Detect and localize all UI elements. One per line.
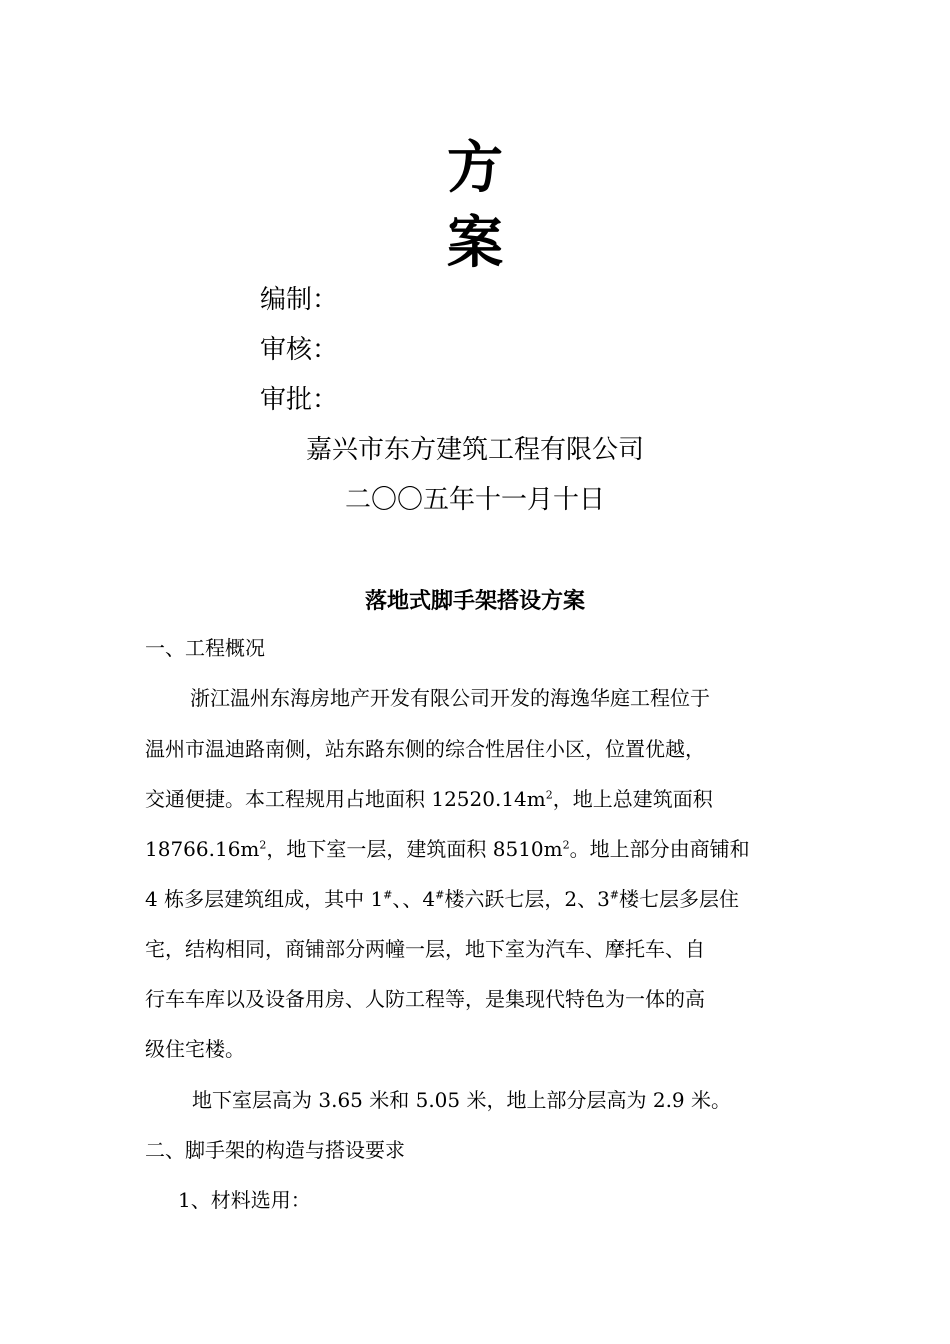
superscript: 2 [259, 838, 267, 852]
reviewed-by-label: 审核： [260, 335, 339, 365]
paragraph-1-line-8: 级住宅楼。 [145, 1037, 245, 1061]
cover-title-char-1: 方 [447, 135, 503, 201]
paragraph-2: 地下室层高为 3.65 米和 5.05 米，地上部分层高为 2.9 米。 [192, 1088, 732, 1112]
paragraph-1-line-7: 行车车库以及设备用房、人防工程等，是集现代特色为一体的高 [145, 987, 705, 1011]
compiled-by-label: 编制： [260, 285, 339, 315]
superscript: # [435, 888, 445, 902]
company-name: 嘉兴市东方建筑工程有限公司 [305, 435, 644, 465]
paragraph-1-line-6: 宅，结构相同，商铺部分两幢一层，地下室为汽车、摩托车、自 [145, 937, 705, 961]
text-run: 交通便捷。本工程规用占地面积 12520.14m [145, 787, 546, 811]
text-run: ，地上总建筑面积 [552, 787, 713, 811]
text-run: ，地下室一层，建筑面积 8510m [266, 837, 563, 861]
paragraph-1-line-1: 浙江温州东海房地产开发有限公司开发的海逸华庭工程位于 [190, 686, 710, 710]
text-run: 。地上部分由商铺和 [569, 837, 750, 861]
superscript: 2 [562, 838, 570, 852]
superscript: # [609, 888, 620, 902]
text-run: 楼七层多层住 [619, 887, 740, 911]
approved-by-label: 审批： [260, 385, 339, 415]
cover-title-char-2: 案 [447, 210, 503, 276]
section-2-heading: 二、脚手架的构造与搭设要求 [145, 1138, 405, 1162]
text-run: 楼六跃七层，2、3 [444, 887, 610, 911]
cover-date: 二〇〇五年十一月十日 [344, 485, 605, 515]
paragraph-1-line-3 [145, 785, 713, 813]
text-run: 18766.16m [145, 837, 260, 861]
text-run: 4 栋多层建筑组成，其中 1 [145, 887, 384, 911]
superscript: 2 [545, 788, 553, 802]
superscript: # [383, 888, 393, 902]
paragraph-1-line-5 [145, 885, 739, 913]
subsection-1-heading: 1、材料选用： [178, 1188, 311, 1212]
text-run: 、、4 [392, 887, 436, 911]
paragraph-1-line-2: 温州市温迪路南侧，站东路东侧的综合性居住小区，位置优越， [145, 737, 705, 761]
section-1-heading: 一、工程概况 [145, 636, 265, 660]
paragraph-1-line-4 [145, 835, 750, 863]
document-title: 落地式脚手架搭设方案 [364, 588, 585, 614]
